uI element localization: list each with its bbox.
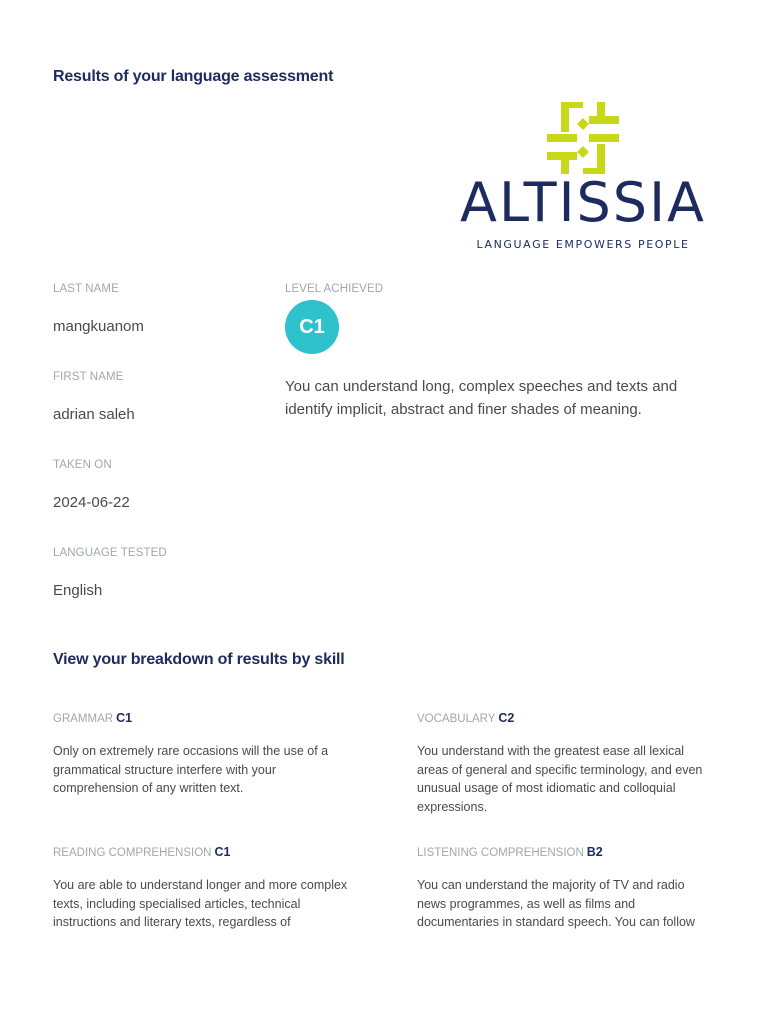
skill-level: C2 [498, 711, 515, 725]
skill-listening-comprehension [417, 845, 717, 932]
language-tested-label: LANGUAGE TESTED [53, 547, 167, 559]
skill-name: READING COMPREHENSION [53, 847, 212, 859]
page-title: Results of your language assessment [53, 68, 334, 85]
first-name-label: FIRST NAME [53, 371, 124, 383]
skill-name: GRAMMAR [53, 713, 114, 725]
altissia-logo [448, 98, 718, 258]
skill-description: You can understand the majority of TV and radio news programmes, as well as films and documentaries in standard speech. You can follow [417, 878, 695, 929]
skill-level: C1 [116, 711, 133, 725]
skill-name: VOCABULARY [417, 713, 496, 725]
level-description: You can understand long, complex speeches and texts and identify implicit, abstract and finer shades of meaning. [285, 378, 678, 418]
taken-on-label: TAKEN ON [53, 459, 112, 471]
breakdown-title: View your breakdown of results by skill [53, 651, 345, 668]
last-name-label: LAST NAME [53, 283, 119, 295]
level-achieved-label: LEVEL ACHIEVED [285, 283, 384, 295]
skill-description: Only on extremely rare occasions will the use of a grammatical structure interfere with your comprehension of any written text. [53, 744, 329, 795]
skill-heading [417, 711, 717, 725]
skill-level: C1 [214, 845, 231, 859]
level-badge: C1 [285, 300, 339, 354]
skill-heading [53, 845, 353, 859]
skill-name: LISTENING COMPREHENSION [417, 847, 584, 859]
last-name-value: mangkuanom [53, 318, 144, 335]
skill-vocabulary [417, 711, 717, 816]
skill-description: You are able to understand longer and more complex texts, including specialised articles, technical instructions and literary texts, regardless of [53, 878, 348, 929]
skill-grammar [53, 711, 353, 798]
skill-heading [417, 845, 717, 859]
skill-level: B2 [586, 845, 603, 859]
skill-reading-comprehension [53, 845, 353, 932]
logo-wordmark: ALTISSIA [460, 171, 706, 234]
logo-tagline: LANGUAGE EMPOWERS PEOPLE [476, 238, 690, 251]
first-name-value: adrian saleh [53, 406, 135, 423]
taken-on-value: 2024-06-22 [53, 494, 130, 511]
language-tested-value: English [53, 582, 103, 599]
altissia-logo-icon [543, 98, 623, 178]
skill-description: You understand with the greatest ease all lexical areas of general and specific terminology, and even unusual usage of most idiomatic and colloquial expressions. [417, 744, 703, 814]
skill-heading [53, 711, 353, 725]
